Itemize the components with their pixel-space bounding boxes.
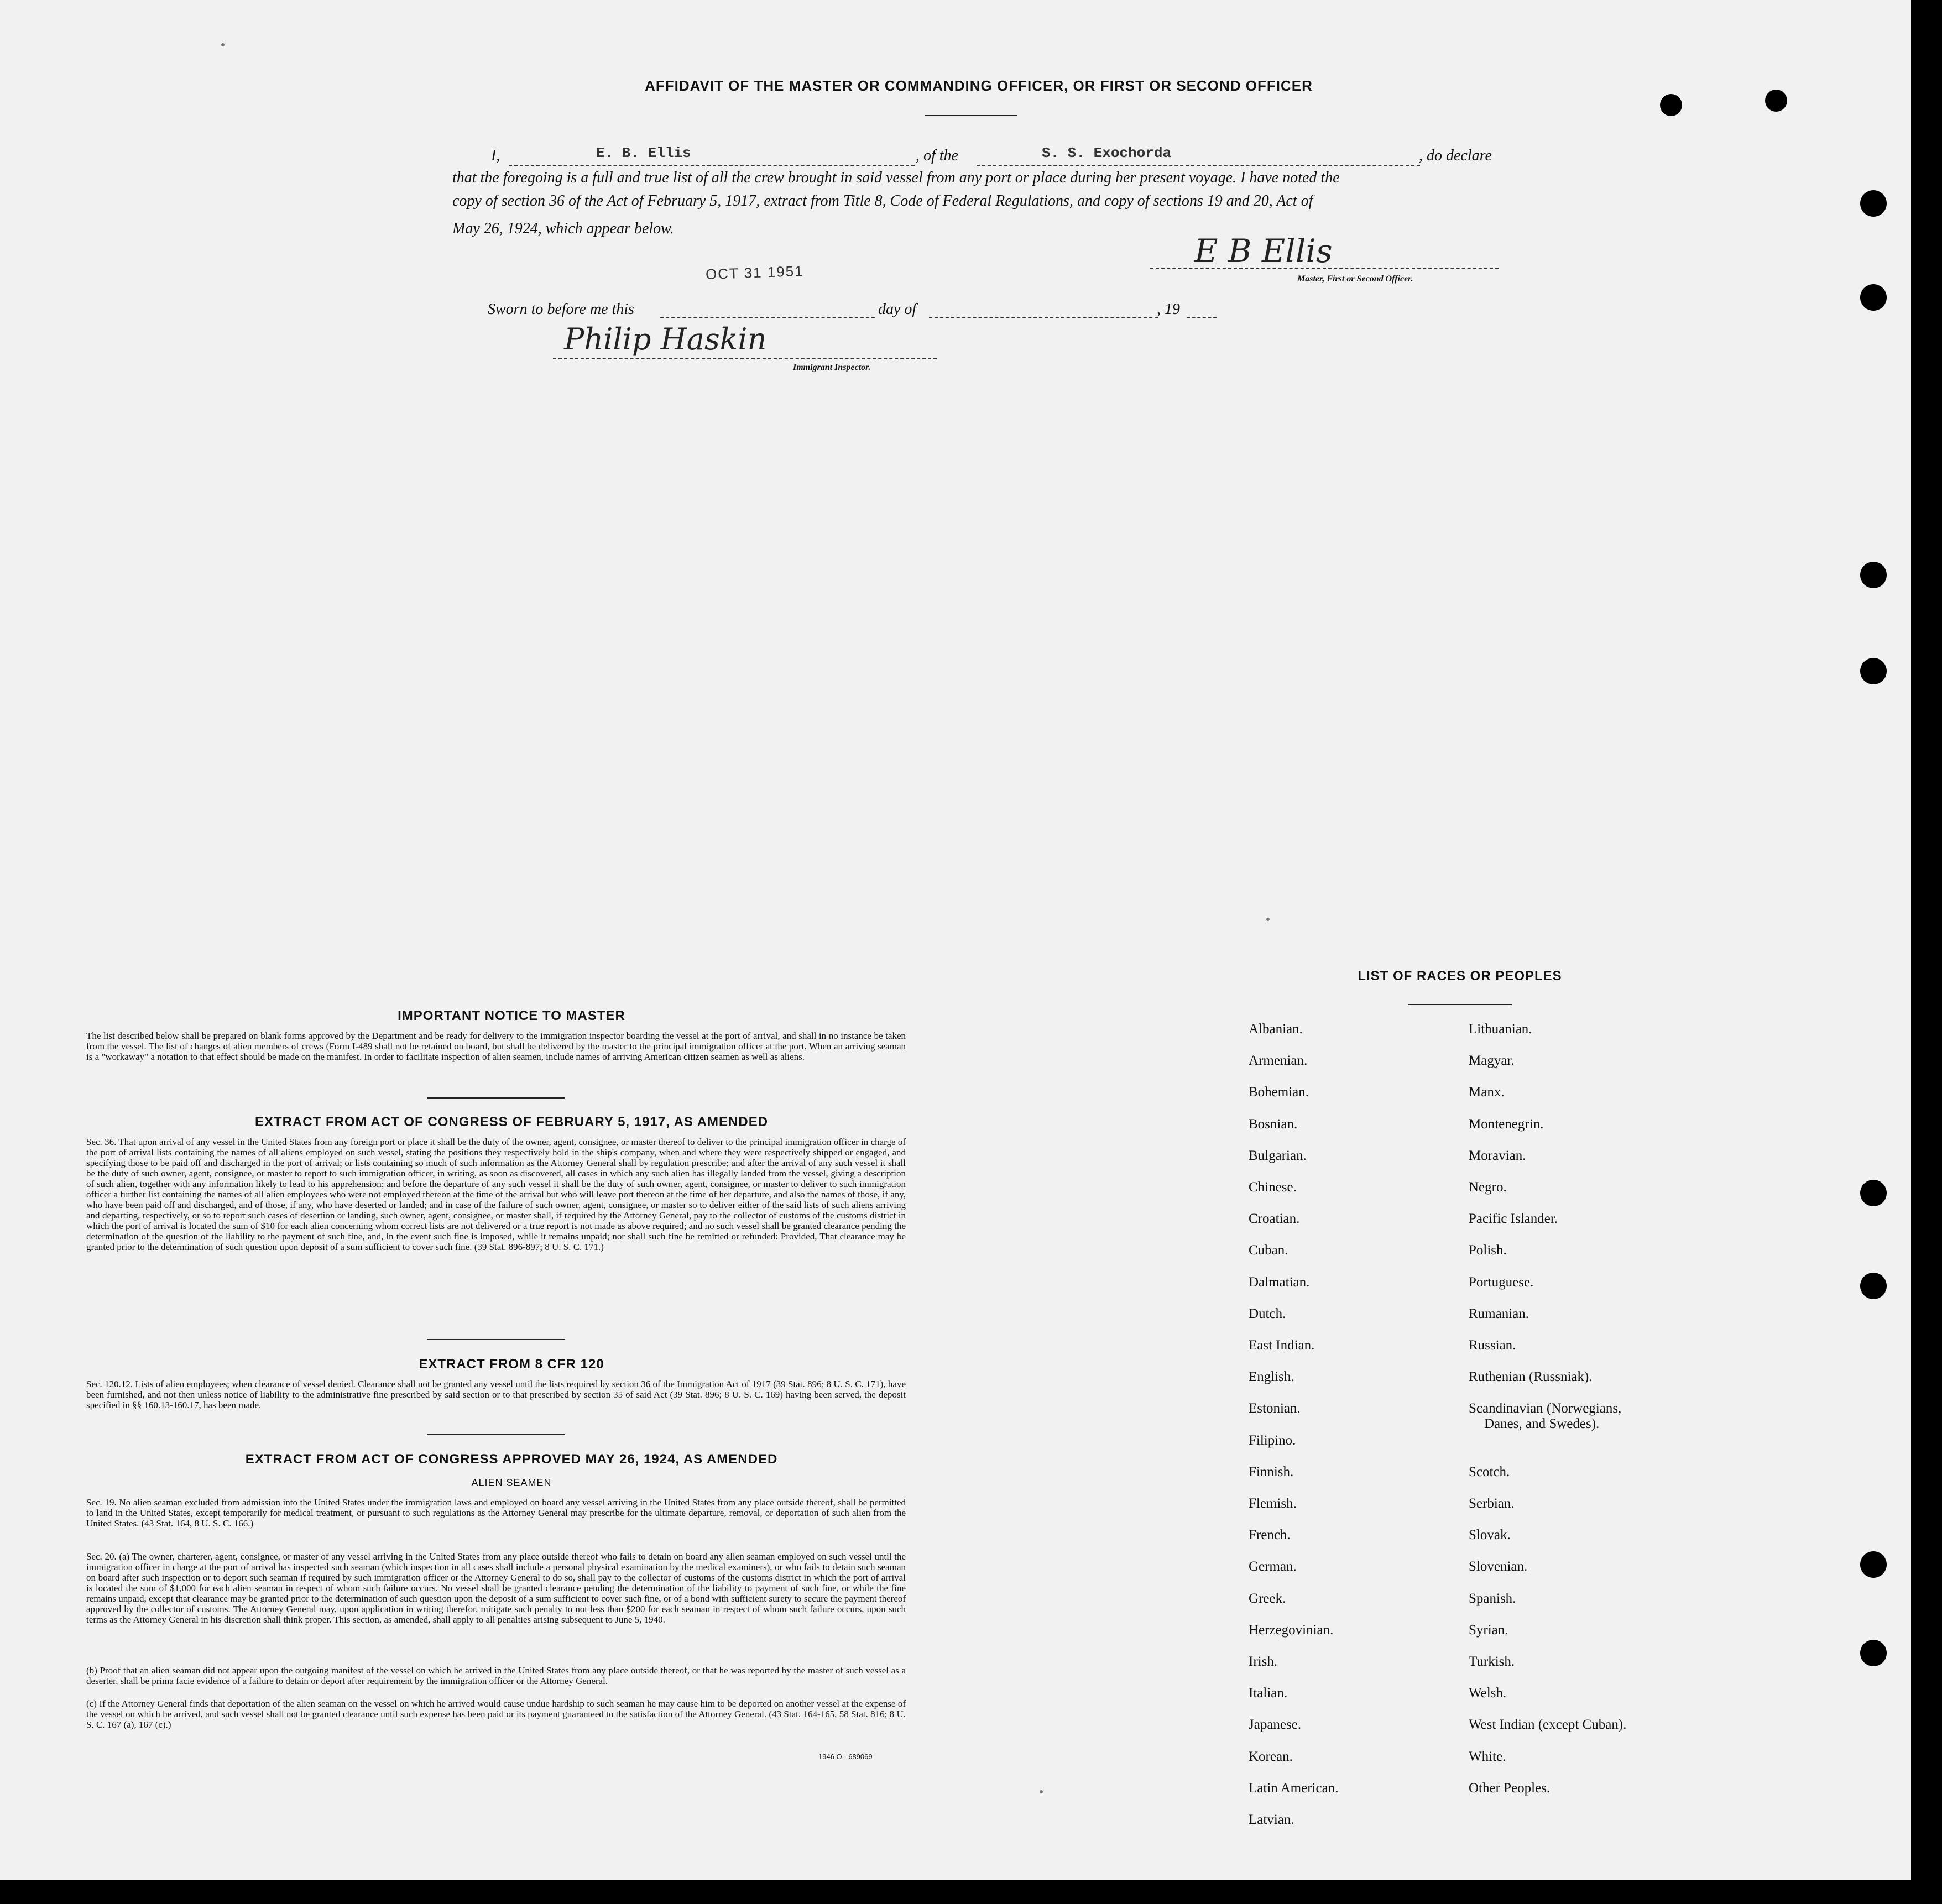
race-item: Filipino. [1249, 1433, 1296, 1448]
race-item: Dalmatian. [1249, 1275, 1310, 1290]
pencil-mark [1266, 918, 1270, 921]
affidavit-line-4: May 26, 1924, which appear below. [452, 220, 674, 237]
year-line [1187, 317, 1217, 318]
race-item: Irish. [1249, 1654, 1278, 1669]
punch-hole [1765, 90, 1787, 112]
race-item: Pacific Islander. [1469, 1211, 1558, 1226]
race-item-scandinavian-cont: Danes, and Swedes). [1484, 1416, 1600, 1431]
notice-rule [427, 1097, 565, 1099]
race-item: East Indian. [1249, 1338, 1315, 1353]
race-item: Spanish. [1469, 1591, 1516, 1606]
vessel-line [977, 165, 1420, 166]
race-item: Turkish. [1469, 1654, 1515, 1669]
race-item: Magyar. [1469, 1053, 1515, 1068]
race-item: Korean. [1249, 1749, 1293, 1764]
punch-hole [1860, 1551, 1887, 1578]
race-item: Serbian. [1469, 1496, 1515, 1511]
inspector-signature: Philip Haskin [564, 322, 767, 357]
vessel-name: S. S. Exochorda [1042, 145, 1172, 161]
affidavit-title: AFFIDAVIT OF THE MASTER OR COMMANDING OFFICER, OR FIRST OR SECOND OFFICER [645, 77, 1313, 94]
race-item: French. [1249, 1528, 1291, 1542]
extract3-subtitle: ALIEN SEAMEN [471, 1477, 552, 1488]
affidavit-i: I, [491, 147, 500, 164]
extract3-para4: (c) If the Attorney General finds that deportation of the alien seaman on the vessel on which he arrived would cause undue hardship to such seaman he may cause him to be deported on another vessel at the expense of the vessel on which he arrived, and such vessel shall not be granted clearance until such expense has been paid or its payment guaranteed to the satisfaction of the Attorney General. (43 Stat. 164-165, 58 Stat. 816; 8 U. S. C. 167 (a), 167 (c).) [86, 1698, 906, 1730]
pencil-mark [221, 43, 225, 46]
race-item: Flemish. [1249, 1496, 1297, 1511]
punch-hole [1660, 94, 1682, 116]
master-name-line [509, 165, 915, 166]
race-item: Armenian. [1249, 1053, 1308, 1068]
races-rule [1408, 1004, 1512, 1005]
race-item: Bohemian. [1249, 1085, 1309, 1100]
affidavit-line-2: that the foregoing is a full and true list of all the crew brought in said vessel from any port or place during her present voyage. I have noted the [452, 169, 1340, 186]
race-item: Other Peoples. [1469, 1781, 1551, 1796]
race-item: Slovak. [1469, 1528, 1511, 1542]
extract2-text: Sec. 120.12. Lists of alien employees; when clearance of vessel denied. Clearance shall not be granted any vessel until the lists required by section 36 of the Immigration Act of 1917 (39 Stat. 896; 8 U. S. C. 171), have been furnished, and not then unless notice of liability to the administrative fine prescribed by said section or to that prescribed by section 35 of said Act (39 Stat. 896; 8 U. S. C. 169) having been served, the deposit specified in §§ 160.13-160.17, has been made. [86, 1379, 906, 1410]
race-item: Scandinavian (Norwegians, [1469, 1401, 1622, 1416]
race-item: Moravian. [1469, 1148, 1526, 1163]
inspector-caption: Immigrant Inspector. [793, 363, 871, 372]
race-item: Scotch. [1469, 1464, 1510, 1479]
affidavit-declare: , do declare [1419, 147, 1492, 164]
race-item: West Indian (except Cuban). [1469, 1717, 1627, 1732]
race-item: Negro. [1469, 1180, 1507, 1195]
race-item: Polish. [1469, 1243, 1507, 1258]
race-item: Bulgarian. [1249, 1148, 1307, 1163]
race-item: Russian. [1469, 1338, 1516, 1353]
race-item: Manx. [1469, 1085, 1505, 1100]
inspector-signature-line [553, 358, 937, 359]
master-signature: E B Ellis [1194, 232, 1333, 270]
scan-border-bottom [0, 1880, 1942, 1904]
affidavit-line-3: copy of section 36 of the Act of February 5, 1917, extract from Title 8, Code of Federal Regulations, and copy of sections 19 and 20, Act of [452, 192, 1313, 210]
race-item: Rumanian. [1469, 1306, 1529, 1321]
race-item: Welsh. [1469, 1686, 1507, 1701]
extract3-para3: (b) Proof that an alien seaman did not appear upon the outgoing manifest of the vessel on which he arrived in the United States from any place outside thereof, or that he was reported by the master of such vessel as a deserter, shall be prima facie evidence of a failure to detain or deport after requirement by the immigration officer or the Attorney General. [86, 1665, 906, 1686]
race-item: Albanian. [1249, 1022, 1303, 1037]
race-item: Greek. [1249, 1591, 1286, 1606]
race-item: Latvian. [1249, 1812, 1294, 1827]
race-item: Finnish. [1249, 1464, 1294, 1479]
punch-hole [1860, 1180, 1887, 1206]
extract1-rule [427, 1339, 565, 1340]
sworn-month-line [929, 317, 1158, 318]
punch-hole [1860, 1640, 1887, 1666]
extract3-para2: Sec. 20. (a) The owner, charterer, agent, consignee, or master of any vessel arriving in the United States from any place outside thereof who fails to detain on board any alien seaman employed on such vessel until the immigration officer in charge at the port of arrival has inspected such seaman (which inspection in all cases shall include a personal physical examination by the medical examiners), or who fails to detain such seaman on board after such inspection or to deport such seaman if required by such immigration officer or the Attorney General to do so, shall pay to the collector of customs of the customs district in which the port of arrival is located the sum of $1,000 for each alien seaman in respect of whom such failure occurs. No vessel shall be granted clearance pending the determination of the liability to payment of such fine, or while the fine remains unpaid, except that clearance may be granted prior to the determination of such question upon the deposit of a sum sufficient to cover such fine, or of a bond with sufficient surety to secure the payment thereof approved by the collector of customs. The Attorney General may, upon application in writing therefor, mitigate such penalty to not less than $200 for each seaman in respect of whom such failure occurs, upon such terms as the Attorney General in his discretion shall think proper. This section, as amended, shall apply to all penalties arising subsequent to June 5, 1940. [86, 1551, 906, 1625]
extract1-text: Sec. 36. That upon arrival of any vessel in the United States from any foreign port or place it shall be the duty of the owner, agent, consignee, or master thereof to deliver to the principal immigration officer in charge of the port of arrival lists containing the names of all aliens employed on such vessel, stating the positions they respectively hold in the ship's company, when and where they were respectively shipped or engaged, and specifying those to be paid off and discharged in the port of arrival; or lists containing so much of such information as the Attorney General shall by regulation prescribe; and after the arrival of any such vessel it shall be the duty of such owner, agent, consignee, or master to report to such immigration officer, in writing, as soon as discovered, all cases in which any such alien has illegally landed from the vessel, giving a description of such alien, together with any information likely to lead to his apprehension; and before the departure of any such vessel it shall be the duty of such owner, agent, consignee, or master to deliver to such immigration officer a further list containing the names of all alien employees who were not employed thereon at the time of the arrival but who will leave port thereon at the time of her departure, and also the names of those, if any, who have been paid off and discharged, and of those, if any, who have deserted or landed; and in case of the failure of such owner, agent, consignee, or master so to deliver either of the said lists of such aliens arriving and departing, respectively, or so to report such cases of desertion or landing, such owner, agent, consignee, or master shall, if required by the Attorney General, pay to the collector of customs of the customs district in which the port of arrival is located the sum of $10 for each alien concerning whom correct lists are not delivered or a true report is not made as above required; and no such vessel shall be granted clearance pending the determination of the question of the liability to the payment of such fine, and, in the event such fine is imposed, while it remains unpaid; nor shall such fine be remitted or refunded: Provided, That clearance may be granted prior to the determination of such question upon deposit of a sum sufficient to cover such fine. (39 Stat. 896-897; 8 U. S. C. 171.) [86, 1137, 906, 1252]
race-item: Latin American. [1249, 1781, 1339, 1796]
race-item: White. [1469, 1749, 1506, 1764]
race-item: Croatian. [1249, 1211, 1300, 1226]
notice-title: IMPORTANT NOTICE TO MASTER [398, 1008, 625, 1023]
sworn-day-line [660, 317, 875, 318]
race-item: Portuguese. [1469, 1275, 1534, 1290]
extract3-para1: Sec. 19. No alien seaman excluded from admission into the United States under the immigration laws and employed on board any vessel arriving in the United States from any place outside thereof, shall be permitted to land in the United States, except temporarily for medical treatment, or pursuant to such regulations as the Attorney General may prescribe for the ultimate departure, removal, or deportation of such alien from the United States. (43 Stat. 164, 8 U. S. C. 166.) [86, 1497, 906, 1529]
date-stamp: OCT 31 1951 [705, 262, 805, 283]
race-item: Japanese. [1249, 1717, 1302, 1732]
title-rule [925, 115, 1017, 116]
punch-hole [1860, 1273, 1887, 1299]
extract1-title: EXTRACT FROM ACT OF CONGRESS OF FEBRUARY 5, 1917, AS AMENDED [254, 1115, 769, 1129]
sworn-text: Sworn to before me this [488, 301, 634, 318]
races-title: LIST OF RACES OR PEOPLES [1358, 969, 1562, 984]
race-item: Italian. [1249, 1686, 1288, 1701]
master-caption: Master, First or Second Officer. [1297, 274, 1413, 284]
punch-hole [1860, 658, 1887, 684]
race-item: Dutch. [1249, 1306, 1286, 1321]
race-item: German. [1249, 1559, 1297, 1574]
race-item: Chinese. [1249, 1180, 1297, 1195]
print-code: 1946 O - 689069 [818, 1753, 873, 1761]
extract2-rule [427, 1434, 565, 1435]
race-item: Lithuanian. [1469, 1022, 1532, 1037]
punch-hole [1860, 190, 1887, 217]
race-item: Syrian. [1469, 1623, 1508, 1638]
notice-text: The list described below shall be prepared on blank forms approved by the Department and be ready for delivery to the immigration inspector boarding the vessel at the port of arrival, and shall in no instance be taken from the vessel. The list of changes of alien members of crews (Form I-489 shall not be retained on board, but shall be delivered by the master to the principal immigration officer at the port. When an arriving seaman is a "workaway" a notation to that effect should be made on the manifest. In order to facilitate inspection of alien seamen, include names of arriving American citizen seamen as well as aliens. [86, 1031, 906, 1062]
master-signature-line [1150, 268, 1499, 269]
race-item: Slovenian. [1469, 1559, 1528, 1574]
scan-border-right [1911, 0, 1942, 1904]
punch-hole [1860, 284, 1887, 311]
race-item: Ruthenian (Russniak). [1469, 1369, 1593, 1384]
pencil-mark [1040, 1790, 1043, 1793]
extract3-title: EXTRACT FROM ACT OF CONGRESS APPROVED MAY 26, 1924, AS AMENDED [245, 1452, 778, 1467]
affidavit-of-the: , of the [916, 147, 958, 164]
race-item: Estonian. [1249, 1401, 1301, 1416]
master-name: E. B. Ellis [596, 145, 691, 161]
day-of-text: day of [878, 301, 917, 318]
race-item: Cuban. [1249, 1243, 1288, 1258]
extract2-title: EXTRACT FROM 8 CFR 120 [419, 1357, 604, 1372]
race-item: English. [1249, 1369, 1294, 1384]
race-item: Bosnian. [1249, 1117, 1298, 1132]
punch-hole [1860, 562, 1887, 588]
race-item: Herzegovinian. [1249, 1623, 1334, 1638]
year-prefix: , 19 [1157, 301, 1180, 318]
race-item: Montenegrin. [1469, 1117, 1544, 1132]
